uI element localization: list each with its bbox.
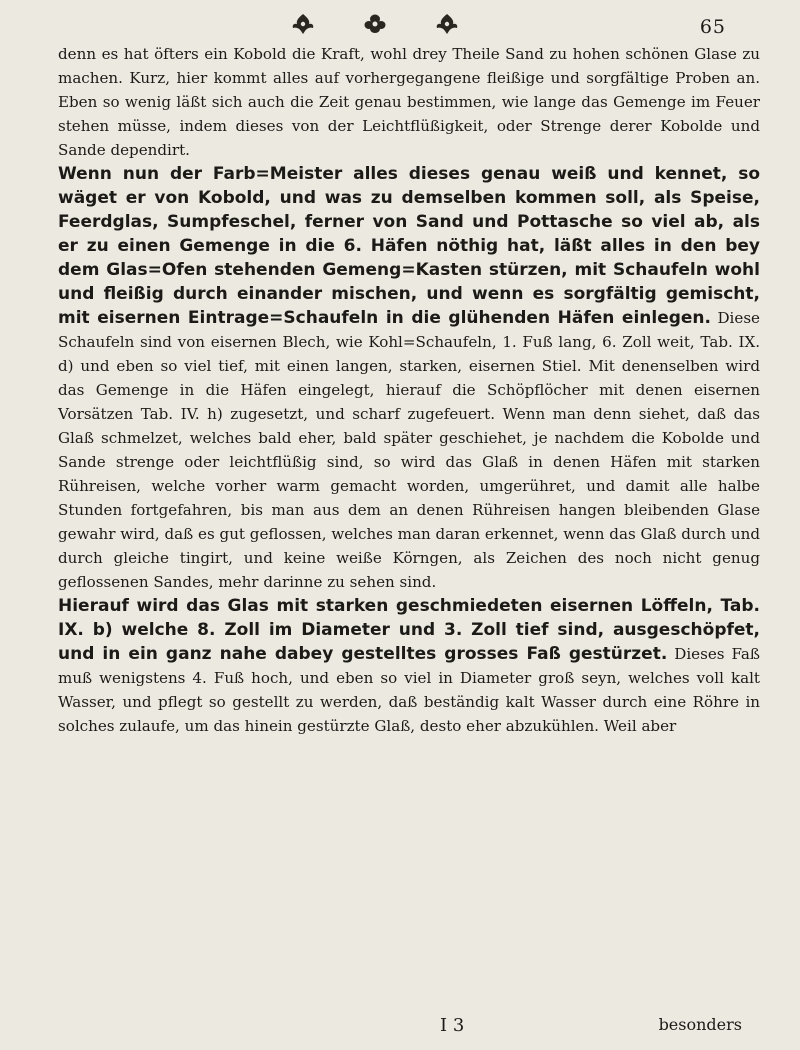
- header-ornaments: [290, 12, 460, 36]
- flower-icon: [362, 12, 388, 36]
- fleuron-icon: [290, 12, 316, 36]
- paragraph-lead: Hierauf wird das Glas mit starken geschmiedeten eisernen Löffeln, Tab. IX. b) welche 8. Zoll im Diameter und 3. Zoll tief sind, ausgeschöpfet, und in ein ganz nahe dabey gestelltes grosses Faß gestürzet.: [58, 596, 760, 664]
- page-footer: [0, 1015, 800, 1045]
- paragraph: [58, 594, 760, 738]
- page-number: 65: [699, 16, 726, 38]
- paragraph: [58, 162, 760, 594]
- catchword: besonders: [658, 1015, 742, 1034]
- signature-mark: I 3: [440, 1015, 465, 1036]
- page-header: [0, 12, 800, 42]
- body-text: [58, 42, 760, 738]
- paragraph: denn es hat öfters ein Kobold die Kraft, wohl drey Theile Sand zu hohen schönen Glase zu machen. Kurz, hier kommt alles auf vorhergegangene fleißige und sorgfältige Proben an. Eben so wenig läßt sich auch die Zeit genau bestimmen, wie lange das Gemenge im Feuer stehen müsse, indem dieses von der Leichtflüßigkeit, oder Strenge derer Kobolde und Sande dependirt.: [58, 45, 760, 159]
- paragraph-lead: Wenn nun der Farb=Meister alles dieses genau weiß und kennet, so wäget er von Kobold, und was zu demselben kommen soll, als Speise, Feerdglas, Sumpfeschel, ferner von Sand und Pottasche so viel ab, als er zu einen Gemenge in die 6. Häfen nöthig hat, läßt alles in den bey dem Glas=Ofen stehenden Gemeng=Kasten stürzen, mit Schaufeln wohl und fleißig durch einander mischen, und wenn es sorgfältig gemischt, mit eisernen Eintrage=Schaufeln in die glühenden Häfen einlegen.: [58, 164, 760, 328]
- paragraph-text: Diese Schaufeln sind von eisernen Blech, wie Kohl=Schaufeln, 1. Fuß lang, 6. Zoll weit, Tab. IX. d) und eben so viel tief, mit einen langen, starken, eisernen Stiel. Mit denenselben wird das Gemenge in die Häfen eingelegt, hierauf die Schöpflöcher mit denen eisernen Vorsätzen Tab. IV. h) zugesetzt, und scharf zugefeuert. Wenn man denn siehet, daß das Glaß schmelzet, welches bald eher, bald später geschiehet, je nachdem die Kobolde und Sande strenge oder leichtflüßig sind, so wird das Glaß in denen Häfen mit starken Rühreisen, welche vorher warm gemacht worden, umgerühret, und damit alle halbe Stunden fortgefahren, bis man aus dem an denen Rühreisen hangen bleibenden Glase gewahr wird, daß es gut geflossen, welches man daran erkennet, wenn das Glaß durch und durch gleiche tingirt, und keine weiße Körngen, als Zeichen des noch nicht genug geflossenen Sandes, mehr darinne zu sehen sind.: [58, 309, 760, 591]
- fleuron-icon: [434, 12, 460, 36]
- paragraph-text: Dieses Faß muß wenigstens 4. Fuß hoch, und eben so viel in Diameter groß seyn, welches voll kalt Wasser, und pflegt so gestellt zu werden, daß beständig kalt Wasser durch eine Röhre in solches zulaufe, um das hinein gestürzte Glaß, desto eher abzukühlen. Weil aber: [58, 645, 760, 735]
